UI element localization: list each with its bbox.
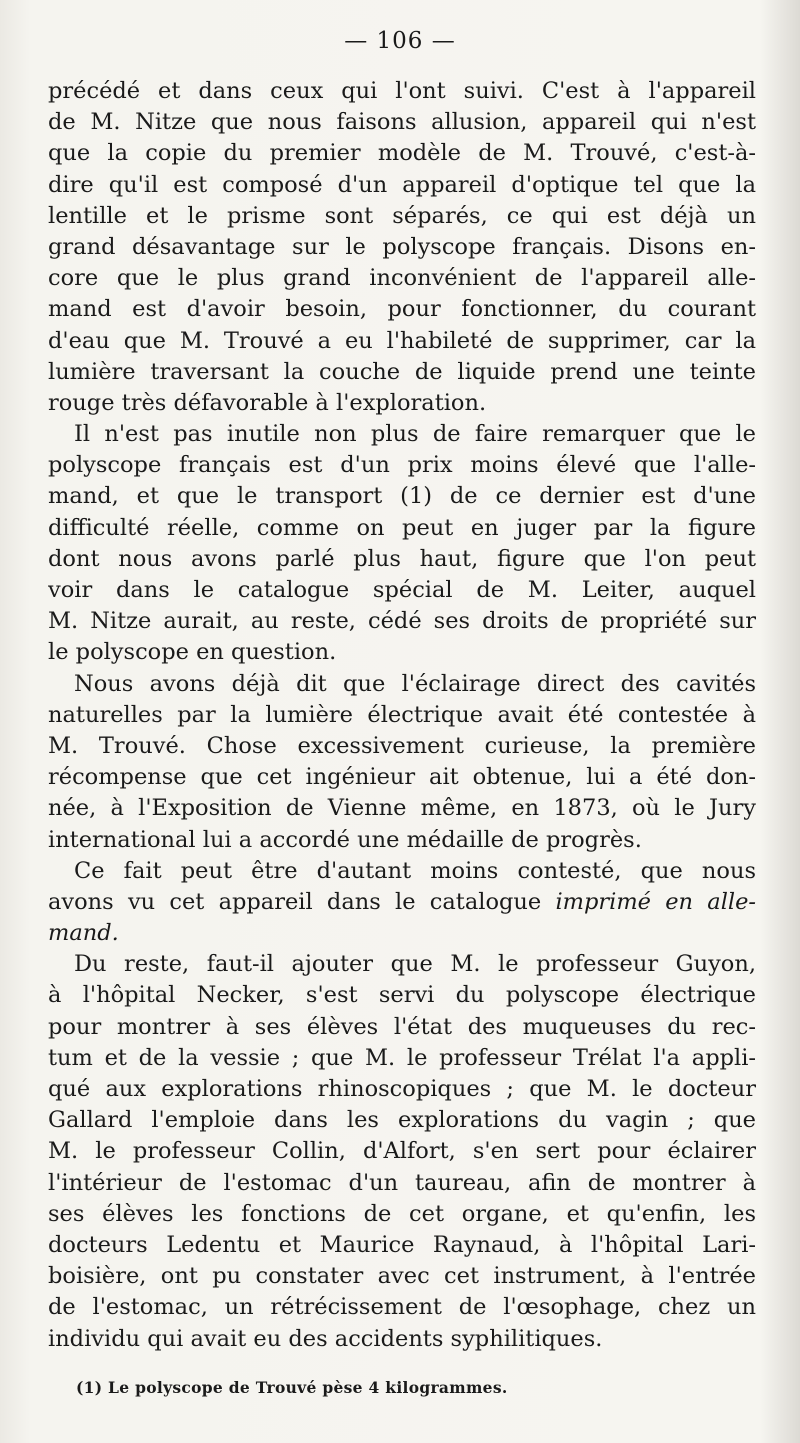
text-line: individu qui avait eu des accidents syphilitiques. bbox=[48, 1325, 603, 1352]
text-line: née, à l'Exposition de Vienne même, en 1873, où le Jury bbox=[48, 795, 756, 822]
text-line: pour montrer à ses élèves l'état des muqueuses du rec- bbox=[48, 1013, 756, 1040]
text-line: à l'hôpital Necker, s'est servi du polyscope électrique bbox=[48, 982, 756, 1009]
text-line: dont nous avons parlé plus haut, figure que l'on peut bbox=[48, 545, 756, 572]
text-line: boisière, ont pu constater avec cet instrument, à l'entrée bbox=[48, 1263, 756, 1290]
text-line: core que le plus grand inconvénient de l'appareil alle- bbox=[48, 265, 756, 292]
text-line: l'intérieur de l'estomac d'un taureau, afin de montrer à bbox=[48, 1169, 756, 1196]
text-line: d'eau que M. Trouvé a eu l'habileté de supprimer, car la bbox=[48, 327, 756, 354]
text-line: voir dans le catalogue spécial de M. Leiter, auquel bbox=[48, 577, 756, 603]
text-line: dire qu'il est composé d'un appareil d'optique tel que la bbox=[48, 171, 756, 198]
text-line: docteurs Ledentu et Maurice Raynaud, à l'hôpital Lari- bbox=[48, 1231, 756, 1258]
text-line: lumière traversant la couche de liquide prend une teinte bbox=[48, 358, 756, 385]
text-line: qué aux explorations rhinoscopiques ; que M. le docteur bbox=[48, 1076, 756, 1102]
body-text bbox=[48, 76, 756, 1355]
text-line: précédé et dans ceux qui l'ont suivi. C'est à l'appareil bbox=[48, 78, 756, 104]
text-line: Nous avons déjà dit que l'éclairage direct des cavités bbox=[74, 670, 756, 697]
text-line: mand est d'avoir besoin, pour fonctionner, du courant bbox=[48, 296, 756, 323]
text-line: naturelles par la lumière électrique avait été contestée à bbox=[48, 701, 756, 728]
text-line: difficulté réelle, comme on peut en juger par la figure bbox=[48, 514, 756, 541]
text-line: polyscope français est d'un prix moins élevé que l'alle- bbox=[48, 452, 756, 479]
text-line: de M. Nitze que nous faisons allusion, appareil qui n'est bbox=[48, 109, 756, 136]
text-line: Du reste, faut-il ajouter que M. le professeur Guyon, bbox=[74, 951, 756, 978]
text-line: mand, et que le transport (1) de ce dernier est d'une bbox=[48, 483, 756, 510]
text-line: Gallard l'emploie dans les explorations du vagin ; que bbox=[48, 1107, 756, 1134]
paragraph-1 bbox=[48, 76, 756, 419]
text-line: rouge très défavorable à l'exploration. bbox=[48, 389, 487, 416]
paragraph-5 bbox=[48, 949, 756, 1354]
paragraph-4 bbox=[48, 856, 756, 950]
page-number: — 106 — bbox=[344, 28, 456, 54]
paragraph-3 bbox=[48, 669, 756, 856]
text-line: que la copie du premier modèle de M. Trouvé, c'est-à- bbox=[48, 140, 756, 167]
text-line: tum et de la vessie ; que M. le professeur Trélat l'a appli- bbox=[48, 1044, 756, 1071]
paragraph-2 bbox=[48, 419, 756, 669]
text-line: mand. bbox=[48, 920, 119, 947]
text-line: de l'estomac, un rétrécissement de l'œsophage, chez un bbox=[48, 1294, 756, 1321]
text-line: M. Nitze aurait, au reste, cédé ses droits de propriété sur bbox=[48, 608, 756, 635]
text-line: ses élèves les fonctions de cet organe, et qu'enfin, les bbox=[48, 1200, 756, 1227]
text-line bbox=[48, 887, 756, 918]
text-line: Il n'est pas inutile non plus de faire remarquer que le bbox=[74, 421, 756, 448]
text-line: le polyscope en question. bbox=[48, 639, 337, 666]
text-line: récompense que cet ingénieur ait obtenue, lui a été don- bbox=[48, 764, 756, 791]
footnote: (1) Le polyscope de Trouvé pèse 4 kilogrammes. bbox=[76, 1378, 508, 1397]
text-line: grand désavantage sur le polyscope français. Disons en- bbox=[48, 233, 756, 260]
text-line: M. le professeur Collin, d'Alfort, s'en sert pour éclairer bbox=[48, 1138, 756, 1165]
text-line: lentille et le prisme sont séparés, ce qui est déjà un bbox=[48, 202, 756, 229]
italic-text-run: imprimé en alle- bbox=[555, 888, 756, 915]
text-run: avons vu cet appareil dans le catalogue bbox=[48, 888, 556, 915]
text-line: international lui a accordé une médaille de progrès. bbox=[48, 826, 642, 853]
text-line: M. Trouvé. Chose excessivement curieuse, la première bbox=[48, 732, 756, 759]
text-line: Ce fait peut être d'autant moins contesté, que nous bbox=[74, 857, 756, 884]
